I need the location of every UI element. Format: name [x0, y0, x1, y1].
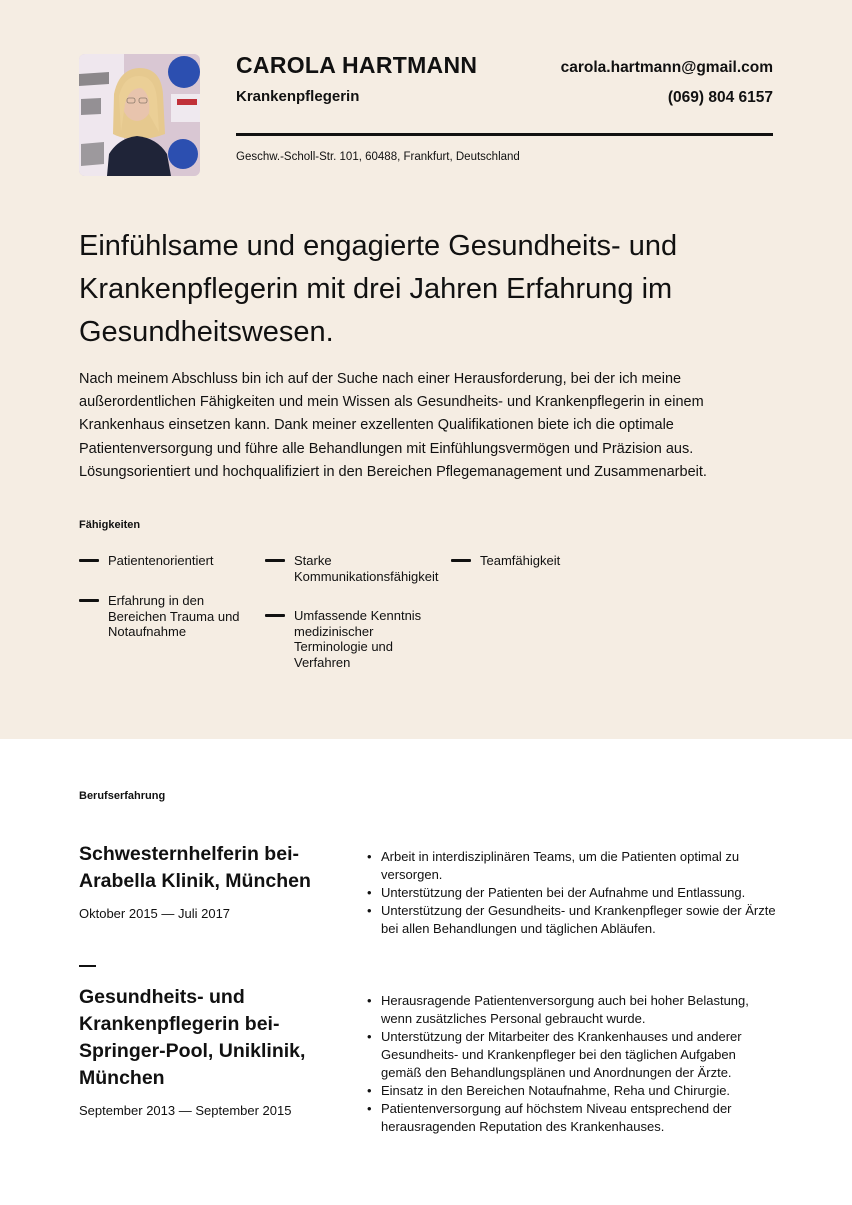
skill-label: Starke Kommunikationsfähigkeit	[294, 553, 439, 584]
skill-item	[79, 593, 259, 640]
candidate-role: Krankenpflegerin	[236, 88, 360, 105]
skills-heading: Fähigkeiten	[79, 519, 141, 531]
dash-icon	[451, 559, 471, 562]
dash-icon	[265, 614, 285, 617]
dash-icon	[265, 559, 285, 562]
list-item: • Unterstützung der Gesundheits- und Krankenpfleger sowie der Ärzte bei allen Behandlungen und täglichen Abläufen.	[366, 902, 776, 938]
skill-item	[265, 608, 425, 670]
job-dates: September 2013 — September 2015	[79, 1103, 292, 1118]
address: Geschw.-Scholl-Str. 101, 60488, Frankfurt, Deutschland	[236, 151, 520, 163]
skill-label: Patientenorientiert	[108, 553, 214, 568]
header-divider	[236, 133, 773, 136]
skill-label: Teamfähigkeit	[480, 553, 561, 568]
email-link[interactable]: carola.hartmann@gmail.com	[560, 59, 773, 76]
job-title: Schwesternhelferin bei-Arabella Klinik, München	[79, 843, 311, 892]
job-separator	[79, 965, 96, 967]
skill-item	[79, 553, 249, 569]
list-item: • Herausragende Patientenversorgung auch bei hoher Belastung, wenn zusätzliches Personal gebraucht wurde.	[366, 992, 776, 1028]
list-item: • Patientenversorgung auf höchstem Niveau entsprechend der herausragenden Reputation des Krankenhauses.	[366, 1100, 776, 1136]
skill-item	[451, 553, 621, 569]
phone-number[interactable]: (069) 804 6157	[667, 89, 773, 106]
job-duties	[366, 848, 776, 938]
list-item: • Unterstützung der Patienten bei der Aufnahme und Entlassung.	[366, 884, 776, 902]
summary-text: Nach meinem Abschluss bin ich auf der Suche nach einer Herausforderung, bei der ich meine außerordentlichen Fähigkeiten und mein Wissen als Gesundheits- und Krankenpflegerin in einem Krankenhaus einsetzen kann. Dank meiner exzellenten Qualifikationen biete ich die optimale Patientenversorgung und führe alle Behandlungen mit Einfühlungsvermögen und Präzision aus. Lösungsorientiert und hochqualifiziert in den Bereichen Pflegemanagement und Zusammenarbeit.	[79, 371, 707, 480]
list-item: • Arbeit in interdisziplinären Teams, um die Patienten optimal zu versorgen.	[366, 848, 776, 884]
experience-heading: Berufserfahrung	[79, 790, 166, 802]
job-duties	[366, 992, 776, 1136]
job-dates: Oktober 2015 — Juli 2017	[79, 906, 231, 921]
list-item: • Einsatz in den Bereichen Notaufnahme, Reha und Chirurgie.	[366, 1082, 776, 1100]
job-title: Gesundheits- und Krankenpflegerin bei-Springer-Pool, Uniklinik, München	[79, 986, 306, 1089]
dash-icon	[79, 559, 99, 562]
headline: Einfühlsame und engagierte Gesundheits- und Krankenpflegerin mit drei Jahren Erfahrung im Gesundheitswesen.	[79, 230, 678, 348]
skill-item	[265, 553, 439, 584]
profile-photo	[79, 54, 200, 176]
skill-label: Umfassende Kenntnis medizinischer Terminologie und Verfahren	[294, 608, 422, 670]
dash-icon	[79, 599, 99, 602]
list-item: • Unterstützung der Mitarbeiter des Krankenhauses und anderer Gesundheits- und Krankenpfleger bei den täglichen Aufgaben gemäß den Behandlungsplänen und Anordnungen der Ärzte.	[366, 1028, 776, 1082]
skill-label: Erfahrung in den Bereichen Trauma und Notaufnahme	[108, 593, 240, 640]
candidate-name: CAROLA HARTMANN	[236, 52, 478, 78]
